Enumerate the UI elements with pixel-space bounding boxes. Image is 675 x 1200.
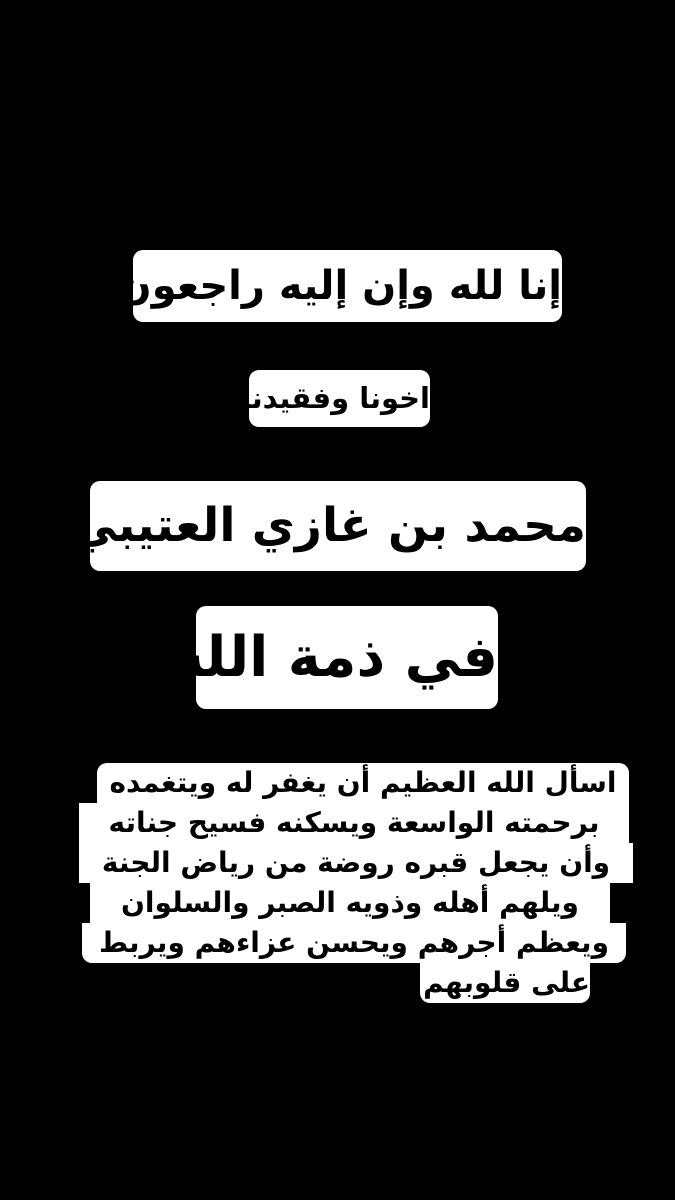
prayer-line: وأن يجعل قبره روضة من رياض الجنة bbox=[79, 843, 633, 883]
deceased-name: محمد بن غازي العتيبي bbox=[90, 481, 586, 571]
brother-label: اخونا وفقيدنا bbox=[249, 370, 430, 427]
prayer-line: ويعظم أجرهم ويحسن عزاءهم ويربط bbox=[82, 923, 626, 963]
prayer-line: على قلوبهم . bbox=[420, 963, 590, 1003]
prayer-line: ويلهم أهله وذويه الصبر والسلوان bbox=[90, 883, 610, 923]
condolence-phrase: إنا لله وإن إليه راجعون bbox=[133, 250, 562, 322]
in-gods-care: في ذمة الله bbox=[196, 606, 498, 709]
prayer-line: برحمته الواسعة ويسكنه فسيح جناته bbox=[79, 803, 629, 843]
prayer-line: اسأل الله العظيم أن يغفر له ويتغمده bbox=[97, 763, 629, 803]
